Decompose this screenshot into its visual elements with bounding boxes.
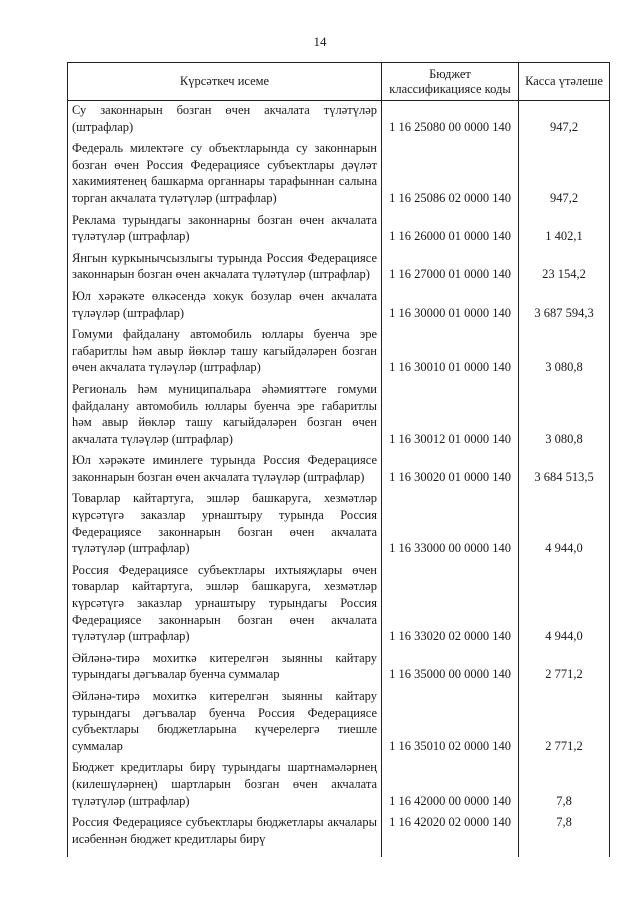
row-code: 1 16 33020 02 0000 140 [382, 561, 519, 649]
row-code: 1 16 25080 00 0000 140 [382, 101, 519, 140]
row-amount: 947,2 [519, 139, 610, 210]
row-name: Гомуми файдалану автомобиль юллары буенча эре габаритлы һәм авыр йөкләр ташу кагыйдәләрен бозган өчен акчалата түләүләр (штрафлар) [68, 325, 382, 380]
table-row [68, 649, 610, 687]
table-row [68, 249, 610, 287]
row-amount: 1 402,1 [519, 211, 610, 249]
row-name: Юл хәрәкәте иминлеге турында Россия Федерациясе законнарын бозган өчен акчалата түләүләр (штрафлар) [68, 451, 382, 489]
table-row [68, 139, 610, 210]
table-row [68, 325, 610, 380]
table-header-row [68, 63, 610, 101]
row-code: 1 16 30020 01 0000 140 [382, 451, 519, 489]
row-code: 1 16 30000 01 0000 140 [382, 287, 519, 325]
row-name: Су законнарын бозган өчен акчалата түләтүләр (штрафлар) [68, 101, 382, 140]
row-code: 1 16 25086 02 0000 140 [382, 139, 519, 210]
page-number: 14 [313, 34, 327, 49]
table-row [68, 687, 610, 758]
row-code: 1 16 35010 02 0000 140 [382, 687, 519, 758]
column-header-code: Бюджет классификациясе коды [382, 63, 519, 101]
row-amount: 4 944,0 [519, 561, 610, 649]
table-row [68, 561, 610, 649]
row-name: Юл хәрәкәте өлкәсендә хокук бозулар өчен акчалата түләүләр (штрафлар) [68, 287, 382, 325]
row-amount: 2 771,2 [519, 687, 610, 758]
table-row [68, 287, 610, 325]
row-name: Әйләнә-тирә мохиткә китерелгән зыянны кайтару турындагы дәгъвалар буенча суммалар [68, 649, 382, 687]
table-row [68, 380, 610, 451]
row-code: 1 16 42000 00 0000 140 [382, 758, 519, 813]
row-amount: 3 080,8 [519, 325, 610, 380]
row-name: Региональ һәм муниципальара әһәмияттәге гомуми файдалану автомобиль юллары буенча эре габаритлы һәм авыр йөкләр ташу кагыйдәләрен бозган өчен акчалата түләүләр (штрафлар) [68, 380, 382, 451]
budget-table [67, 62, 610, 857]
row-amount: 3 687 594,3 [519, 287, 610, 325]
row-name: Бюджет кредитлары бирү турындагы шартнамәләрнең (килешүләрнең) шартларын бозган өчен акчалата түләтүләр (штрафлар) [68, 758, 382, 813]
row-amount: 947,2 [519, 101, 610, 140]
table-row [68, 489, 610, 560]
row-name: Федераль милектәге су объектларында су законнарын бозган өчен Россия Федерациясе субъектлары дәүләт хакимиятенең башкарма органнары тарафыннан салына торган акчалата түләтүләр (штрафлар) [68, 139, 382, 210]
row-name: Реклама турындагы законнарны бозган өчен акчалата түләтүләр (штрафлар) [68, 211, 382, 249]
table-row [68, 813, 610, 857]
row-name: Әйләнә-тирә мохиткә китерелгән зыянны кайтару турындагы дәгъвалар буенча Россия Федерациясе субъектлары бюджетларына күчерелергә тиешле суммалар [68, 687, 382, 758]
row-code: 1 16 27000 01 0000 140 [382, 249, 519, 287]
table-row [68, 101, 610, 140]
row-code: 1 16 26000 01 0000 140 [382, 211, 519, 249]
row-name: Товарлар кайтартуга, эшләр башкаруга, хезмәтләр күрсәтүгә заказлар урнаштыру турында Россия Федерациясе законнарын бозган өчен акчалата түләтүләр (штрафлар) [68, 489, 382, 560]
row-name: Россия Федерациясе субъектлары ихтыяҗлары өчен товарлар кайтартуга, эшләр башкаруга, хезмәтләр күрсәтүгә заказлар урнаштыру турындагы Россия Федерациясе законнарын бозган өчен акчалата түләтүләр (штрафлар) [68, 561, 382, 649]
row-code: 1 16 35000 00 0000 140 [382, 649, 519, 687]
row-amount: 2 771,2 [519, 649, 610, 687]
table-row [68, 758, 610, 813]
column-header-name: Күрсәткеч исеме [68, 63, 382, 101]
row-amount: 3 080,8 [519, 380, 610, 451]
row-amount: 7,8 [519, 813, 610, 857]
row-amount: 3 684 513,5 [519, 451, 610, 489]
row-code: 1 16 30010 01 0000 140 [382, 325, 519, 380]
table-row [68, 211, 610, 249]
row-code: 1 16 33000 00 0000 140 [382, 489, 519, 560]
row-name: Россия Федерациясе субъектлары бюджетлары акчалары исәбеннән бюджет кредитлары бирү [68, 813, 382, 857]
row-code: 1 16 30012 01 0000 140 [382, 380, 519, 451]
row-amount: 23 154,2 [519, 249, 610, 287]
row-amount: 4 944,0 [519, 489, 610, 560]
row-code: 1 16 42020 02 0000 140 [382, 813, 519, 857]
column-header-cash: Касса үтәлеше [519, 63, 610, 101]
row-name: Янгын куркынычсызлыгы турында Россия Федерациясе законнарын бозган өчен акчалата түләтүләр (штрафлар) [68, 249, 382, 287]
row-amount: 7,8 [519, 758, 610, 813]
table-row [68, 451, 610, 489]
